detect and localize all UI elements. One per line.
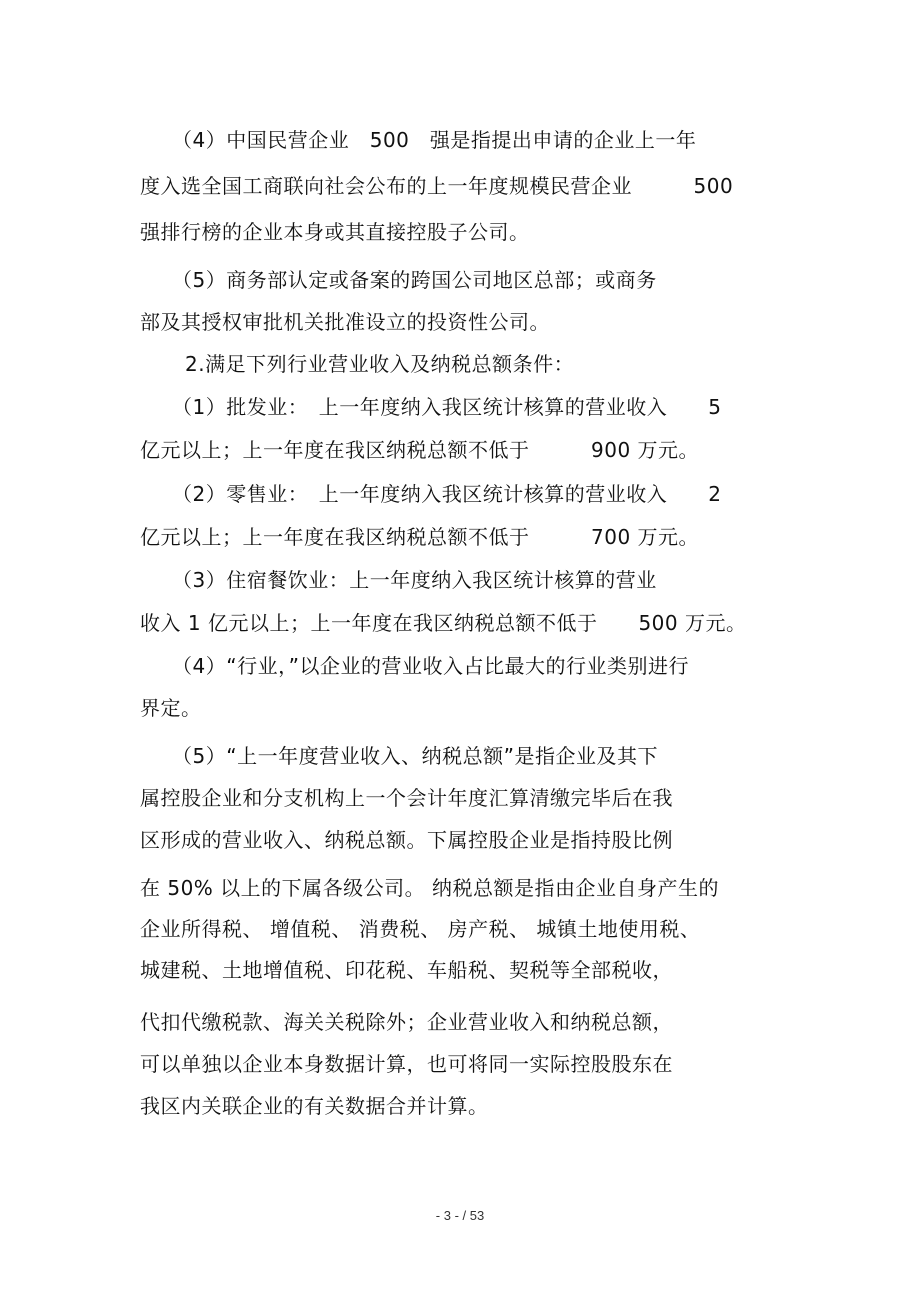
paragraph-line: 我区内关联企业的有关数据合并计算。	[140, 1094, 489, 1118]
page-number: - 3 - / 53	[435, 1208, 485, 1223]
paragraph-line: 城建税、土地增值税、印花税、车船税、契税等全部税收，	[140, 958, 673, 982]
paragraph-line: 界定。	[140, 696, 202, 720]
paragraph-line: 代扣代缴税款、海关关税除外；企业营业收入和纳税总额，	[140, 1010, 673, 1034]
paragraph-line: 强排行榜的企业本身或其直接控股子公司。	[140, 220, 530, 244]
paragraph-line: 亿元以上；上一年度在我区纳税总额不低于 900 万元。	[140, 438, 700, 462]
paragraph-line: 可以单独以企业本身数据计算，也可将同一实际控股股东在	[140, 1052, 673, 1076]
paragraph-line: 在 50% 以上的下属各级公司。 纳税总额是指由企业自身产生的	[140, 876, 720, 900]
paragraph-line: 区形成的营业收入、纳税总额。下属控股企业是指持股比例	[140, 828, 673, 852]
paragraph-line: （4）“行业，”以企业的营业收入占比最大的行业类别进行	[172, 654, 689, 678]
paragraph-line: （3）住宿餐饮业：上一年度纳入我区统计核算的营业	[172, 568, 657, 592]
paragraph-line: （5）商务部认定或备案的跨国公司地区总部；或商务	[172, 268, 657, 292]
paragraph-line: （4）中国民营企业 500 强是指提出申请的企业上一年	[172, 128, 697, 152]
section-heading: 2.满足下列行业营业收入及纳税总额条件：	[185, 352, 575, 376]
paragraph-line: （1）批发业： 上一年度纳入我区统计核算的营业收入 5	[172, 395, 722, 419]
paragraph-line: 部及其授权审批机关批准设立的投资性公司。	[140, 310, 550, 334]
paragraph-line: 亿元以上；上一年度在我区纳税总额不低于 700 万元。	[140, 525, 700, 549]
paragraph-line: 属控股企业和分支机构上一个会计年度汇算清缴完毕后在我	[140, 786, 673, 810]
paragraph-line: 收入 1 亿元以上；上一年度在我区纳税总额不低于 500 万元。	[140, 611, 747, 635]
paragraph-line: （5）“上一年度营业收入、纳税总额”是指企业及其下	[172, 744, 658, 768]
paragraph-line: 企业所得税、 增值税、 消费税、 房产税、 城镇土地使用税、	[140, 917, 701, 941]
paragraph-line: 度入选全国工商联向社会公布的上一年度规模民营企业 500	[140, 174, 734, 198]
paragraph-line: （2）零售业： 上一年度纳入我区统计核算的营业收入 2	[172, 482, 722, 506]
